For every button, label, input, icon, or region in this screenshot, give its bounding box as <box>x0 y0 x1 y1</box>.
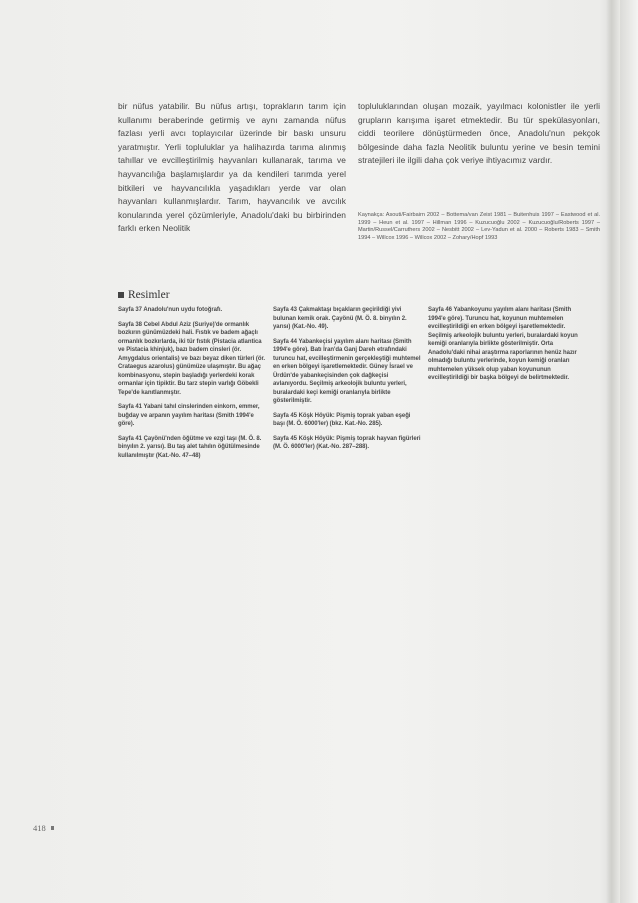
caption: Sayfa 41 Çayönü'nden öğütme ve ezgi taşı (M. Ö. 8. binyılın 2. yarısı). Bu taş alet tahılın öğütülmesinde kullanılmıştır (Kat.-No. 47–48) <box>118 435 262 459</box>
sources-list: Kaynakça: Asouti/Fairbairn 2002 – Bottema/van Zeist 1981 – Buitenhuis 1997 – Eastwood et al. 1999 – Heun et al. 1997 – Hillman 1996 – Kuzucuoğlu 2002 – Kuzucuoğlu/Roberts 1997 – Martin/Russel/Carruthers 2002 – Nesbitt 2002 – Lev-Yadun et al. 2000 – Roberts 1983 – Smith 1994 – Willcox 1996 – Willcox 2002 – Zohary/Hopf 1993 <box>358 212 600 241</box>
captions-column-1 <box>118 306 266 466</box>
body-text-left: bir nüfus yatabilir. Bu nüfus artışı, toprakların tarım için kullanımı beraberinde getirmiş ve aynı zamanda nüfus fazlası yerli avcı toplayıcılar üzerinde bir baskı unsuru yaratmıştır. Yerli topluluklar ya halihazırda tarıma alınmış tahıllar ve evcilleştirilmiş hayvanları kullanarak, tarıma ve hayvancılığa başlamışlardır ya da kendileri tarımda yerel bitkileri ve hayvancılıkla yaşadıkları yerde var olan hayvanları kullanmışlardır. Tarım, hayvancılık ve avcılık konularında yerel çözümleriyle, Anadolu'daki bu birbirinden farklı erken Neolitik <box>118 101 346 234</box>
square-marker-icon <box>51 826 55 830</box>
caption: Sayfa 38 Cebel Abdul Aziz (Suriye)'de ormanlık bozkırın günümüzdeki hali. Fıstık ve badem ağaçlı ormanlık bozkırlarda, iki tür fıstık (Pistacia atlantica ve Pistacia khinjuk), bazı badem cinsleri (ör. Amygdalus orientalis) ve bazı beyaz diken türleri (ör. Crataegus azarolus) günümüze ulaşmıştır. Bu ağaç kombinasyonu, stepin başladığı yerlerdeki korak ormanlar için tipiktir. Bu tarz stepin varlığı Göbekli Tepe'de kanıtlanmıştır. <box>118 321 266 396</box>
captions-column-3 <box>428 306 580 389</box>
caption: Sayfa 46 Yabankoyunu yayılım alanı haritası (Smith 1994'e göre). Turuncu hat, koyunun muhtemelen evcilleştirildiği en erken bölgeyi işaretlemektedir. Seçilmiş arkeolojik buluntu yerleri, buralardaki koyun kemiği oranlarıyla birlikte gösterilmiştir. Orta Anadolu'daki nihai araştırma raporlarının henüz hazır olmadığı buluntu yerlerinde, koyun kemiği oranları muhtemelen yüksek olup yaban koyununun evcilleştirildiği bir başka bölgeyi de belirtmektedir. <box>428 307 578 381</box>
caption: Sayfa 37 Anadolu'nun uydu fotoğrafı. <box>118 307 223 313</box>
page-number <box>33 823 54 833</box>
page-number-text: 418 <box>33 823 46 833</box>
square-bullet-icon <box>118 292 124 298</box>
section-heading <box>118 289 170 301</box>
captions-column-2 <box>273 306 423 458</box>
caption: Sayfa 45 Köşk Höyük: Pişmiş toprak yaban eşeği başı (M. Ö. 6000'ler) (bkz. Kat.-No. 285). <box>273 412 411 427</box>
binding-shadow <box>606 0 620 903</box>
body-text-right: topluluklarından oluşan mozaik, yayılmacı kolonistler ile yerli grupların karışıma işaret etmektedir. Bu tür spekülasyonları, ciddi teorilere dönüştürmeden önce, Anadolu'nun pekçok bölgesinde daha fazla Neolitik buluntu yerine ve besin temini stratejileri ile ilgili daha çok veriye ihtiyacımız vardır. <box>358 101 600 166</box>
section-title: Resimler <box>128 289 170 301</box>
caption: Sayfa 44 Yabankeçisi yayılım alanı haritası (Smith 1994'e göre). Batı İran'da Ganj Dareh etrafındaki turuncu hat, evcilleştirmenin gerçekleştiği muhtemel en erken bölgeyi işaretlemektedir. Güney İsrael ve Ürdün'de yabankeçisinden çok dağkeçisi avlanıyordu. Seçilmiş arkeolojik buluntu yerleri, buralardaki keçi kemiği oranlarıyla birlikte gösterilmiştir. <box>273 338 421 404</box>
caption: Sayfa 43 Çakmaktaşı bıçakların geçirildiği yivi bulunan kemik orak. Çayönü (M. Ö. 8. binyılın 2. yarısı) (Kat.-No. 49). <box>273 307 407 330</box>
caption: Sayfa 41 Yabani tahıl cinslerinden einkorn, emmer, buğday ve arpanın yayılım haritası (Smith 1994'e göre). <box>118 404 260 427</box>
caption: Sayfa 45 Köşk Höyük: Pişmiş toprak hayvan figürleri (M. Ö. 6000'ler) (Kat.-No. 287–288). <box>273 435 421 450</box>
